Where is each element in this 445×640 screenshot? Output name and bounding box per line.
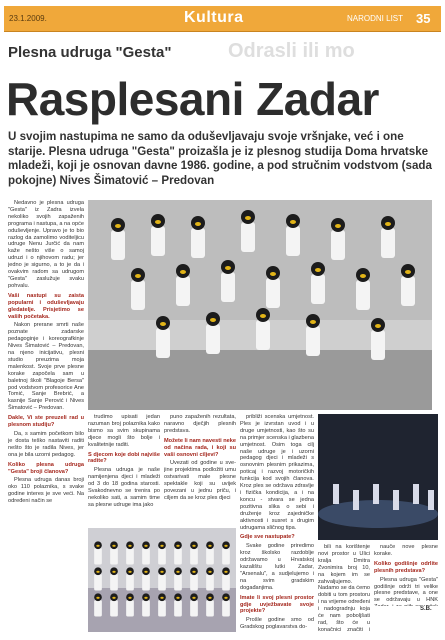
dancer-figure bbox=[222, 567, 230, 590]
dancer-figure bbox=[206, 541, 214, 564]
dancer-figure bbox=[110, 593, 118, 616]
body-paragraph: približi scenska umjetnost. Ples je izvrstan uvod i u druge umjetnosti, kao što su na primjer scenska i glazbena umjetnost. Osim toga cilj naše udruge je i uzorni pedagog djeci i mladeži s osnovnim plesnim prikazima, poticaj i razvoj motoričkih funkcija kod svojih članova. Kroz ples se održava zdravlje i fizička kondicija, a i na koncu - stvara se jedna pozitivna slika o sebi i druženje kroz zajedničke aktivnosti i susret s drugim udrugama sličnog tipa. bbox=[240, 414, 314, 531]
article-lead: U svojim nastupima ne samo da oduševljavaju svoje vršnjake, već i one starije. Plesna udruga "Gesta" proizašla je iz plesnog studija Doma hrvatske mladeži, koji je osnovan davne 1986. godine, a pod stručnim vodstvom (sada pokojne) Nives Šimatović – Predovan bbox=[8, 130, 432, 187]
stage-dancer bbox=[393, 490, 399, 510]
dancer-figure bbox=[111, 218, 125, 260]
issue-date: 23.1.2009. bbox=[9, 14, 47, 23]
dancer-figure bbox=[151, 214, 165, 256]
column-1 bbox=[8, 200, 84, 630]
stage-performance-photo bbox=[318, 414, 438, 540]
dancer-figure bbox=[158, 593, 166, 616]
interview-question: Vaši nastupi su zaista popularni i oduševljavaju gledatelje. Prisjetimo se vaših početaka. bbox=[8, 292, 84, 320]
dancer-figure bbox=[256, 308, 270, 350]
dancer-figure bbox=[222, 541, 230, 564]
dancer-figure bbox=[190, 593, 198, 616]
bleed-through-text: Odrasli ili mo bbox=[228, 40, 355, 62]
dancer-figure bbox=[222, 593, 230, 616]
dancer-figure bbox=[142, 593, 150, 616]
stage-dancer bbox=[333, 484, 339, 504]
dancer-figure bbox=[126, 567, 134, 590]
dancer-figure bbox=[190, 567, 198, 590]
dancer-figure bbox=[94, 541, 102, 564]
dancer-figure bbox=[142, 541, 150, 564]
dancer-figure bbox=[241, 210, 255, 252]
dancer-figure bbox=[126, 593, 134, 616]
dancer-figure bbox=[131, 268, 145, 310]
dancer-figure bbox=[110, 567, 118, 590]
dancer-figure bbox=[331, 218, 345, 260]
stage-dancer bbox=[428, 490, 434, 510]
dancer-figure bbox=[190, 541, 198, 564]
interview-question: S djecom koje dobi najviše radite? bbox=[88, 451, 160, 465]
dancer-figure bbox=[176, 264, 190, 306]
dancer-figure bbox=[311, 262, 325, 304]
body-paragraph: bili na korištenje novi prostor u Ulici kralja Dmitra Zvonimira broj 10, na kojem im se zahvaljujemo. Nadamo se da ćemo dobiti u tom prostoru i na vrijeme određeni i nadogradnju koja će nam poboljšati rad, što će u konačnici značiti i bbox=[318, 544, 370, 632]
dancer-figure bbox=[221, 260, 235, 302]
column-5 bbox=[318, 544, 370, 632]
dancer-figure bbox=[110, 541, 118, 564]
group-photo bbox=[88, 528, 236, 632]
group-costume-photo bbox=[88, 528, 236, 632]
dancers-in-costumes-photo bbox=[88, 200, 432, 410]
main-photo bbox=[88, 200, 432, 410]
dancer-figure bbox=[142, 567, 150, 590]
stage-dancer bbox=[413, 484, 419, 504]
dancer-figure bbox=[371, 318, 385, 360]
interview-question: Imate li svoj plesni prostor gdje uvježbavate svoje projekte? bbox=[240, 594, 314, 615]
dancer-figure bbox=[174, 541, 182, 564]
dancer-figure bbox=[191, 216, 205, 258]
dancer-figure bbox=[94, 593, 102, 616]
dancer-figure bbox=[156, 316, 170, 358]
dancer-figure bbox=[206, 312, 220, 354]
stage-dancer bbox=[353, 490, 359, 510]
body-paragraph: Plesna udruga "Gesta" godišnje održi tri velike plesne predstave, a one se održavaju u HNK bbox=[374, 576, 438, 604]
interview-question: Gdje sve nastupate? bbox=[240, 534, 295, 541]
dancer-figure bbox=[94, 567, 102, 590]
dancer-figure bbox=[266, 266, 280, 308]
interview-question: Koliko godišnje odrlite plesnih predstava? bbox=[374, 560, 438, 574]
body-paragraph: nauče nove plesne korake. bbox=[374, 544, 438, 557]
dancer-figure bbox=[126, 541, 134, 564]
body-paragraph: Plesna udruga je naše namijenjena djeci i mladeži od 3 do 18 godina starosti. Svakodnevno se trenira po nekoliko sati, a samim time sa plesne udruge ima jako bbox=[88, 467, 160, 508]
page-number: 35 bbox=[416, 11, 431, 26]
body-paragraph: Plesna udruga danas broji oko 110 polaznika, s svake godine interes je sve veći. Na određeni način se bbox=[8, 477, 84, 505]
column-4 bbox=[240, 414, 314, 632]
page-header bbox=[4, 6, 441, 32]
dancer-figure bbox=[286, 214, 300, 256]
body-paragraph: Nedavno je plesna udruga "Gesta" iz Zadra izvela nekoliko svojih zapaženih programa i nastupa, a na opće oduševljenje. Upravo je to bio razlog da zamolimo voditeljicu udruge Nenu Jurčić da nam kaže nešto više o samoj udruzi i o njihovom radu; jer jedno je sigurno, a to je da i ovakvim radom sa udrugom "Gesta" zaslužuje svaku pohvalu. bbox=[8, 200, 84, 289]
dancer-figure bbox=[174, 567, 182, 590]
dancer-figure bbox=[206, 593, 214, 616]
body-paragraph: Prošle godine smo od Gradskog poglavarstva do- bbox=[240, 617, 314, 631]
body-paragraph: Svake godine priredimo kroz školsko razdoblje održavamo u Hrvatskoj kazalištu lutki Zadar, "Arsenalu", a sudjelujemo i na svim gradskim događanjima. bbox=[240, 543, 314, 591]
dancer-figure bbox=[158, 567, 166, 590]
interview-question: Dakle, Vi ste preuzeli rad u plesnom studiju? bbox=[8, 415, 84, 429]
body-paragraph: puno zapaženih rezultata, naravno dječjih plesnih predstava. bbox=[164, 414, 236, 434]
dancer-figure bbox=[401, 264, 415, 306]
article-kicker: Plesna udruga "Gesta" bbox=[8, 44, 172, 61]
interview-question: Možete li nam navesti neke od načina rada, i koji su vaši osnovni ciljevi? bbox=[164, 437, 236, 458]
column-2 bbox=[88, 414, 160, 524]
dancer-figure bbox=[306, 314, 320, 356]
dancer-figure bbox=[356, 268, 370, 310]
stage-dancer bbox=[373, 484, 379, 504]
body-paragraph: Nakon prerane smrti naše poznate zadarske pedagoginje i koreografkinje Nives Šimatović – Predovan, na njeno inicijativu, plesni studio preuzima moja malenkost. Svoje prve plesne korake započela sam u baletnoj školi "Blagoje Bersa" pod vodstvom profesorice Ane Tomić, Sanje Brebrić, a kasnije Sanje Perović i Nives Šimatović – Predovan. bbox=[8, 322, 84, 412]
section-title: Kultura bbox=[184, 9, 244, 26]
article-title: Rasplesani Zadar bbox=[6, 73, 379, 125]
newspaper-name: NARODNI LIST bbox=[347, 14, 404, 23]
column-6 bbox=[374, 544, 438, 606]
dancer-figure bbox=[158, 541, 166, 564]
body-paragraph: trudimo upisati jedan razuman broj polaznika kako bismo sa svim skupinama djece mogli što bolje i kvalitetnije raditi. bbox=[88, 414, 160, 448]
body-paragraph: Da, s samim početkom bilo je dosta teško nastaviti raditi nešto što je radila Nives, jer ona je bila uzorni pedagog. bbox=[8, 431, 84, 458]
body-paragraph: Uvezati od godine u sve-jine projektima podložiti umu ostvarivati male plesne spektakle koji su uvijek povezani u jednu priču, i ciljem da se kroz ples djeci bbox=[164, 460, 236, 501]
dancer-figure bbox=[174, 593, 182, 616]
stage-photo bbox=[318, 414, 438, 540]
author-signature: S.B. bbox=[420, 606, 432, 612]
column-3 bbox=[164, 414, 236, 524]
dancer-figure bbox=[381, 216, 395, 258]
interview-question: Koliko plesna udruga "Gesta" broji članova? bbox=[8, 461, 84, 475]
dancer-figure bbox=[206, 567, 214, 590]
